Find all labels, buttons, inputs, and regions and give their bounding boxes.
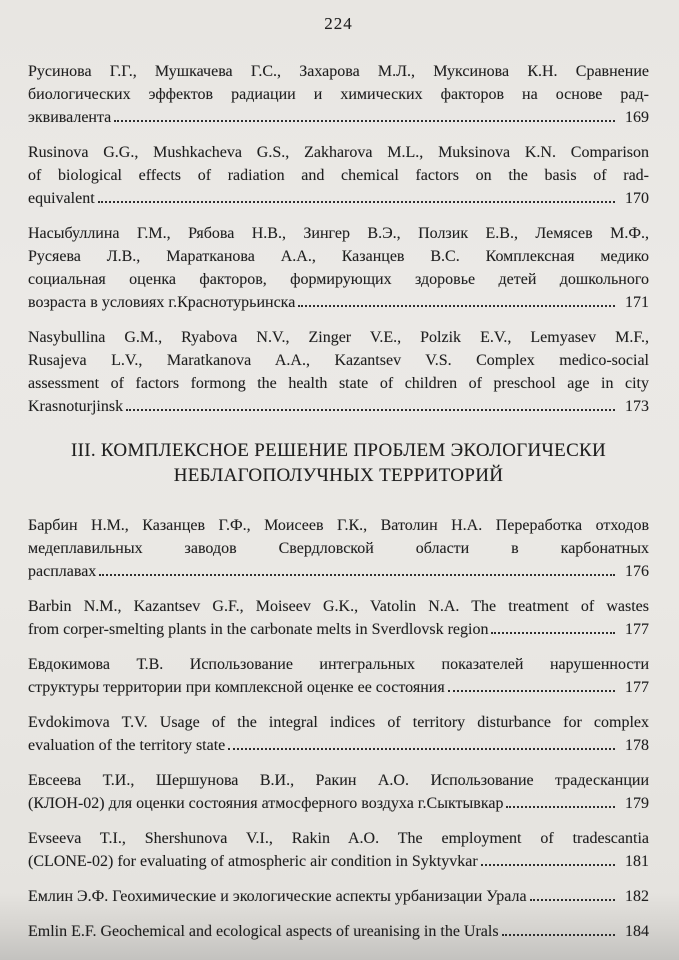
section-heading-line: НЕБЛАГОПОЛУЧНЫХ ТЕРРИТОРИЙ xyxy=(173,465,504,486)
entry-text: (КЛОН-02) для оценки состояния атмосферного воздуха г.Сыктывкар xyxy=(28,795,504,812)
entry-line: of biological effects of radiation and chemical factors on the basis of rad- xyxy=(28,167,649,184)
entry-line: Barbin N.M., Kazantsev G.F., Moiseev G.K., Vatolin N.A. The treatment of wastes xyxy=(28,598,649,615)
entry-last-line xyxy=(28,792,649,815)
toc-entry xyxy=(28,595,649,641)
toc-entry xyxy=(28,711,649,757)
entry-text: структуры территории при комплексной оценке ее состояния xyxy=(28,679,445,696)
entry-text: equivalent xyxy=(28,190,95,207)
entry-line: Русяева Л.В., Маратканова А.А., Казанцев В.С. Комплексная медико xyxy=(28,248,649,265)
entry-last-line xyxy=(28,618,649,641)
entry-line: медеплавильных заводов Свердловской области в карбонатных xyxy=(28,540,649,557)
toc-entry xyxy=(28,653,649,699)
entry-last-line xyxy=(28,850,649,873)
entry-last-line xyxy=(28,560,649,583)
entry-page-ref: 182 xyxy=(625,888,649,905)
entry-last-line xyxy=(28,920,649,943)
dot-leader xyxy=(481,864,615,866)
entry-last-line xyxy=(28,291,649,314)
section-heading-line: III. КОМПЛЕКСНОЕ РЕШЕНИЕ ПРОБЛЕМ ЭКОЛОГИЧЕСКИ xyxy=(70,440,607,461)
entry-line: Evseeva T.I., Shershunova V.I., Rakin A.O. The employment of tradescantia xyxy=(28,830,649,847)
entry-line: Евдокимова Т.В. Использование интегральных показателей нарушенности xyxy=(28,656,649,673)
entry-last-line xyxy=(28,106,649,129)
entry-line: Евсеева Т.И., Шершунова В.И., Ракин А.О. Использование традесканции xyxy=(28,772,649,789)
dot-leader xyxy=(491,632,615,634)
entry-last-line xyxy=(28,885,649,908)
entry-text: from corper-smelting plants in the carbonate melts in Sverdlovsk region xyxy=(28,621,489,638)
entry-line: Барбин Н.М., Казанцев Г.Ф., Моисеев Г.К., Ватолин Н.А. Переработка отходов xyxy=(28,517,649,534)
entry-text: Krasnoturjinsk xyxy=(28,398,124,415)
entry-text: возраста в условиях г.Краснотурьинска xyxy=(28,294,296,311)
toc-entry xyxy=(28,514,649,583)
entry-text: Емлин Э.Ф. Геохимические и экологические аспекты урбанизации Урала xyxy=(28,888,527,905)
toc-entry xyxy=(28,326,649,418)
entry-last-line xyxy=(28,676,649,699)
entry-line: Насыбуллина Г.М., Рябова Н.В., Зингер В.Э., Ползик Е.В., Лемясев М.Ф., xyxy=(28,225,649,242)
dot-leader xyxy=(506,806,615,808)
entry-text: evaluation of the territory state xyxy=(28,737,226,754)
entry-last-line xyxy=(28,187,649,210)
entry-last-line xyxy=(28,734,649,757)
entry-line: Rusajeva L.V., Maratkanova A.A., Kazantsev V.S. Complex medico-social xyxy=(28,352,649,369)
entry-page-ref: 179 xyxy=(625,795,649,812)
entry-line: Nasybullina G.M., Ryabova N.V., Zinger V.E., Polzik E.V., Lemyasev M.F., xyxy=(28,329,649,346)
toc-entry xyxy=(28,885,649,908)
entry-line: Русинова Г.Г., Мушкачева Г.С., Захарова М.Л., Муксинова К.Н. Сравнение xyxy=(28,63,649,80)
section-heading xyxy=(28,438,649,488)
entry-page-ref: 169 xyxy=(625,109,649,126)
entry-page-ref: 170 xyxy=(625,190,649,207)
page-number: 224 xyxy=(324,14,353,33)
dot-leader xyxy=(126,409,615,411)
toc-entry xyxy=(28,222,649,314)
entry-text: эквивалента xyxy=(28,109,112,126)
entry-page-ref: 184 xyxy=(625,923,649,940)
entry-page-ref: 171 xyxy=(625,294,649,311)
dot-leader xyxy=(99,574,615,576)
dot-leader xyxy=(448,690,615,692)
entry-line: биологических эффектов радиации и химических факторов на основе рад- xyxy=(28,86,649,103)
entry-page-ref: 173 xyxy=(625,398,649,415)
toc-entry xyxy=(28,60,649,129)
toc-entry xyxy=(28,827,649,873)
entry-page-ref: 181 xyxy=(625,853,649,870)
toc-entry xyxy=(28,920,649,943)
entry-text: (CLONE-02) for evaluating of atmospheric air condition in Syktyvkar xyxy=(28,853,478,870)
dot-leader xyxy=(502,934,615,936)
dot-leader xyxy=(530,899,615,901)
dot-leader xyxy=(228,748,615,750)
entry-page-ref: 176 xyxy=(625,563,649,580)
dot-leader xyxy=(114,120,615,122)
entry-page-ref: 177 xyxy=(625,679,649,696)
entry-text: Emlin E.F. Geochemical and ecological aspects of ureanising in the Urals xyxy=(28,923,499,940)
entry-last-line xyxy=(28,395,649,418)
dot-leader xyxy=(298,305,615,307)
toc-entry xyxy=(28,769,649,815)
entry-line: Rusinova G.G., Mushkacheva G.S., Zakharova M.L., Muksinova K.N. Comparison xyxy=(28,144,649,161)
entry-text: расплавах xyxy=(28,563,97,580)
entry-line: Evdokimova T.V. Usage of the integral indices of territory disturbance for complex xyxy=(28,714,649,731)
entry-page-ref: 177 xyxy=(625,621,649,638)
entry-line: социальная оценка факторов, формирующих здоровье детей дошкольного xyxy=(28,271,649,288)
dot-leader xyxy=(98,201,615,203)
entry-line: assessment of factors formong the health state of children of preschool age in city xyxy=(28,375,649,392)
toc-entry xyxy=(28,141,649,210)
entry-page-ref: 178 xyxy=(625,737,649,754)
